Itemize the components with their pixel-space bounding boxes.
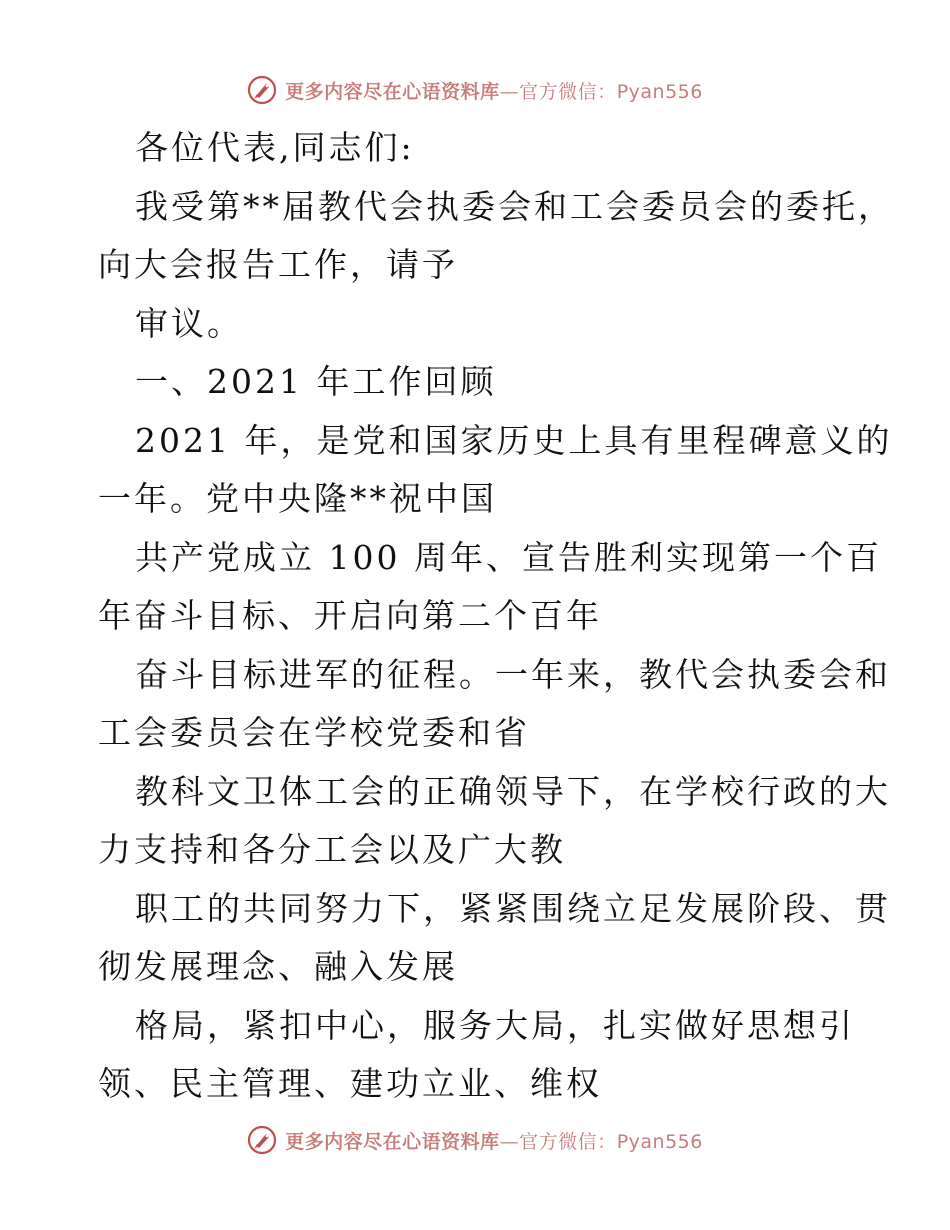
header-watermark [0, 70, 950, 110]
watermark-text: 更多内容尽在心语资料库—官方微信：Pyan556 [285, 80, 703, 103]
paragraph-line: 奋斗目标进军的征程。一年来，教代会执委会和 [135, 655, 891, 694]
paragraph-line: 向大会报告工作，请予 [98, 245, 458, 284]
paragraph-line: 我受第**届教代会执委会和工会委员会的委托， [135, 187, 894, 226]
paragraph-line: 2021 年，是党和国家历史上具有里程碑意义的 [135, 421, 893, 460]
salutation-line: 各位代表,同志们: [135, 128, 415, 167]
paragraph-line: 审议。 [135, 304, 243, 343]
paragraph-line: 领、民主管理、建功立业、维权 [98, 1064, 602, 1103]
paragraph-line: 职工的共同努力下，紧紧围绕立足发展阶段、贯 [135, 889, 891, 928]
pen-nib-logo-icon [247, 1125, 277, 1155]
section-heading: 一、2021 年工作回顾 [135, 362, 497, 401]
paragraph-line: 工会委员会在学校党委和省 [98, 713, 530, 752]
paragraph-line: 教科文卫体工会的正确领导下，在学校行政的大 [135, 772, 891, 811]
paragraph-line: 力支持和各分工会以及广大教 [98, 830, 566, 869]
paragraph-line: 共产党成立 100 周年、宣告胜利实现第一个百 [135, 538, 882, 577]
watermark-text: 更多内容尽在心语资料库—官方微信：Pyan556 [285, 1130, 703, 1153]
footer-watermark [0, 1120, 950, 1160]
paragraph-line: 年奋斗目标、开启向第二个百年 [98, 596, 602, 635]
paragraph-line: 彻发展理念、融入发展 [98, 947, 458, 986]
pen-nib-logo-icon [247, 75, 277, 105]
paragraph-line: 一年。党中央隆**祝中国 [98, 479, 497, 518]
paragraph-line: 格局，紧扣中心，服务大局，扎实做好思想引 [135, 1006, 855, 1045]
